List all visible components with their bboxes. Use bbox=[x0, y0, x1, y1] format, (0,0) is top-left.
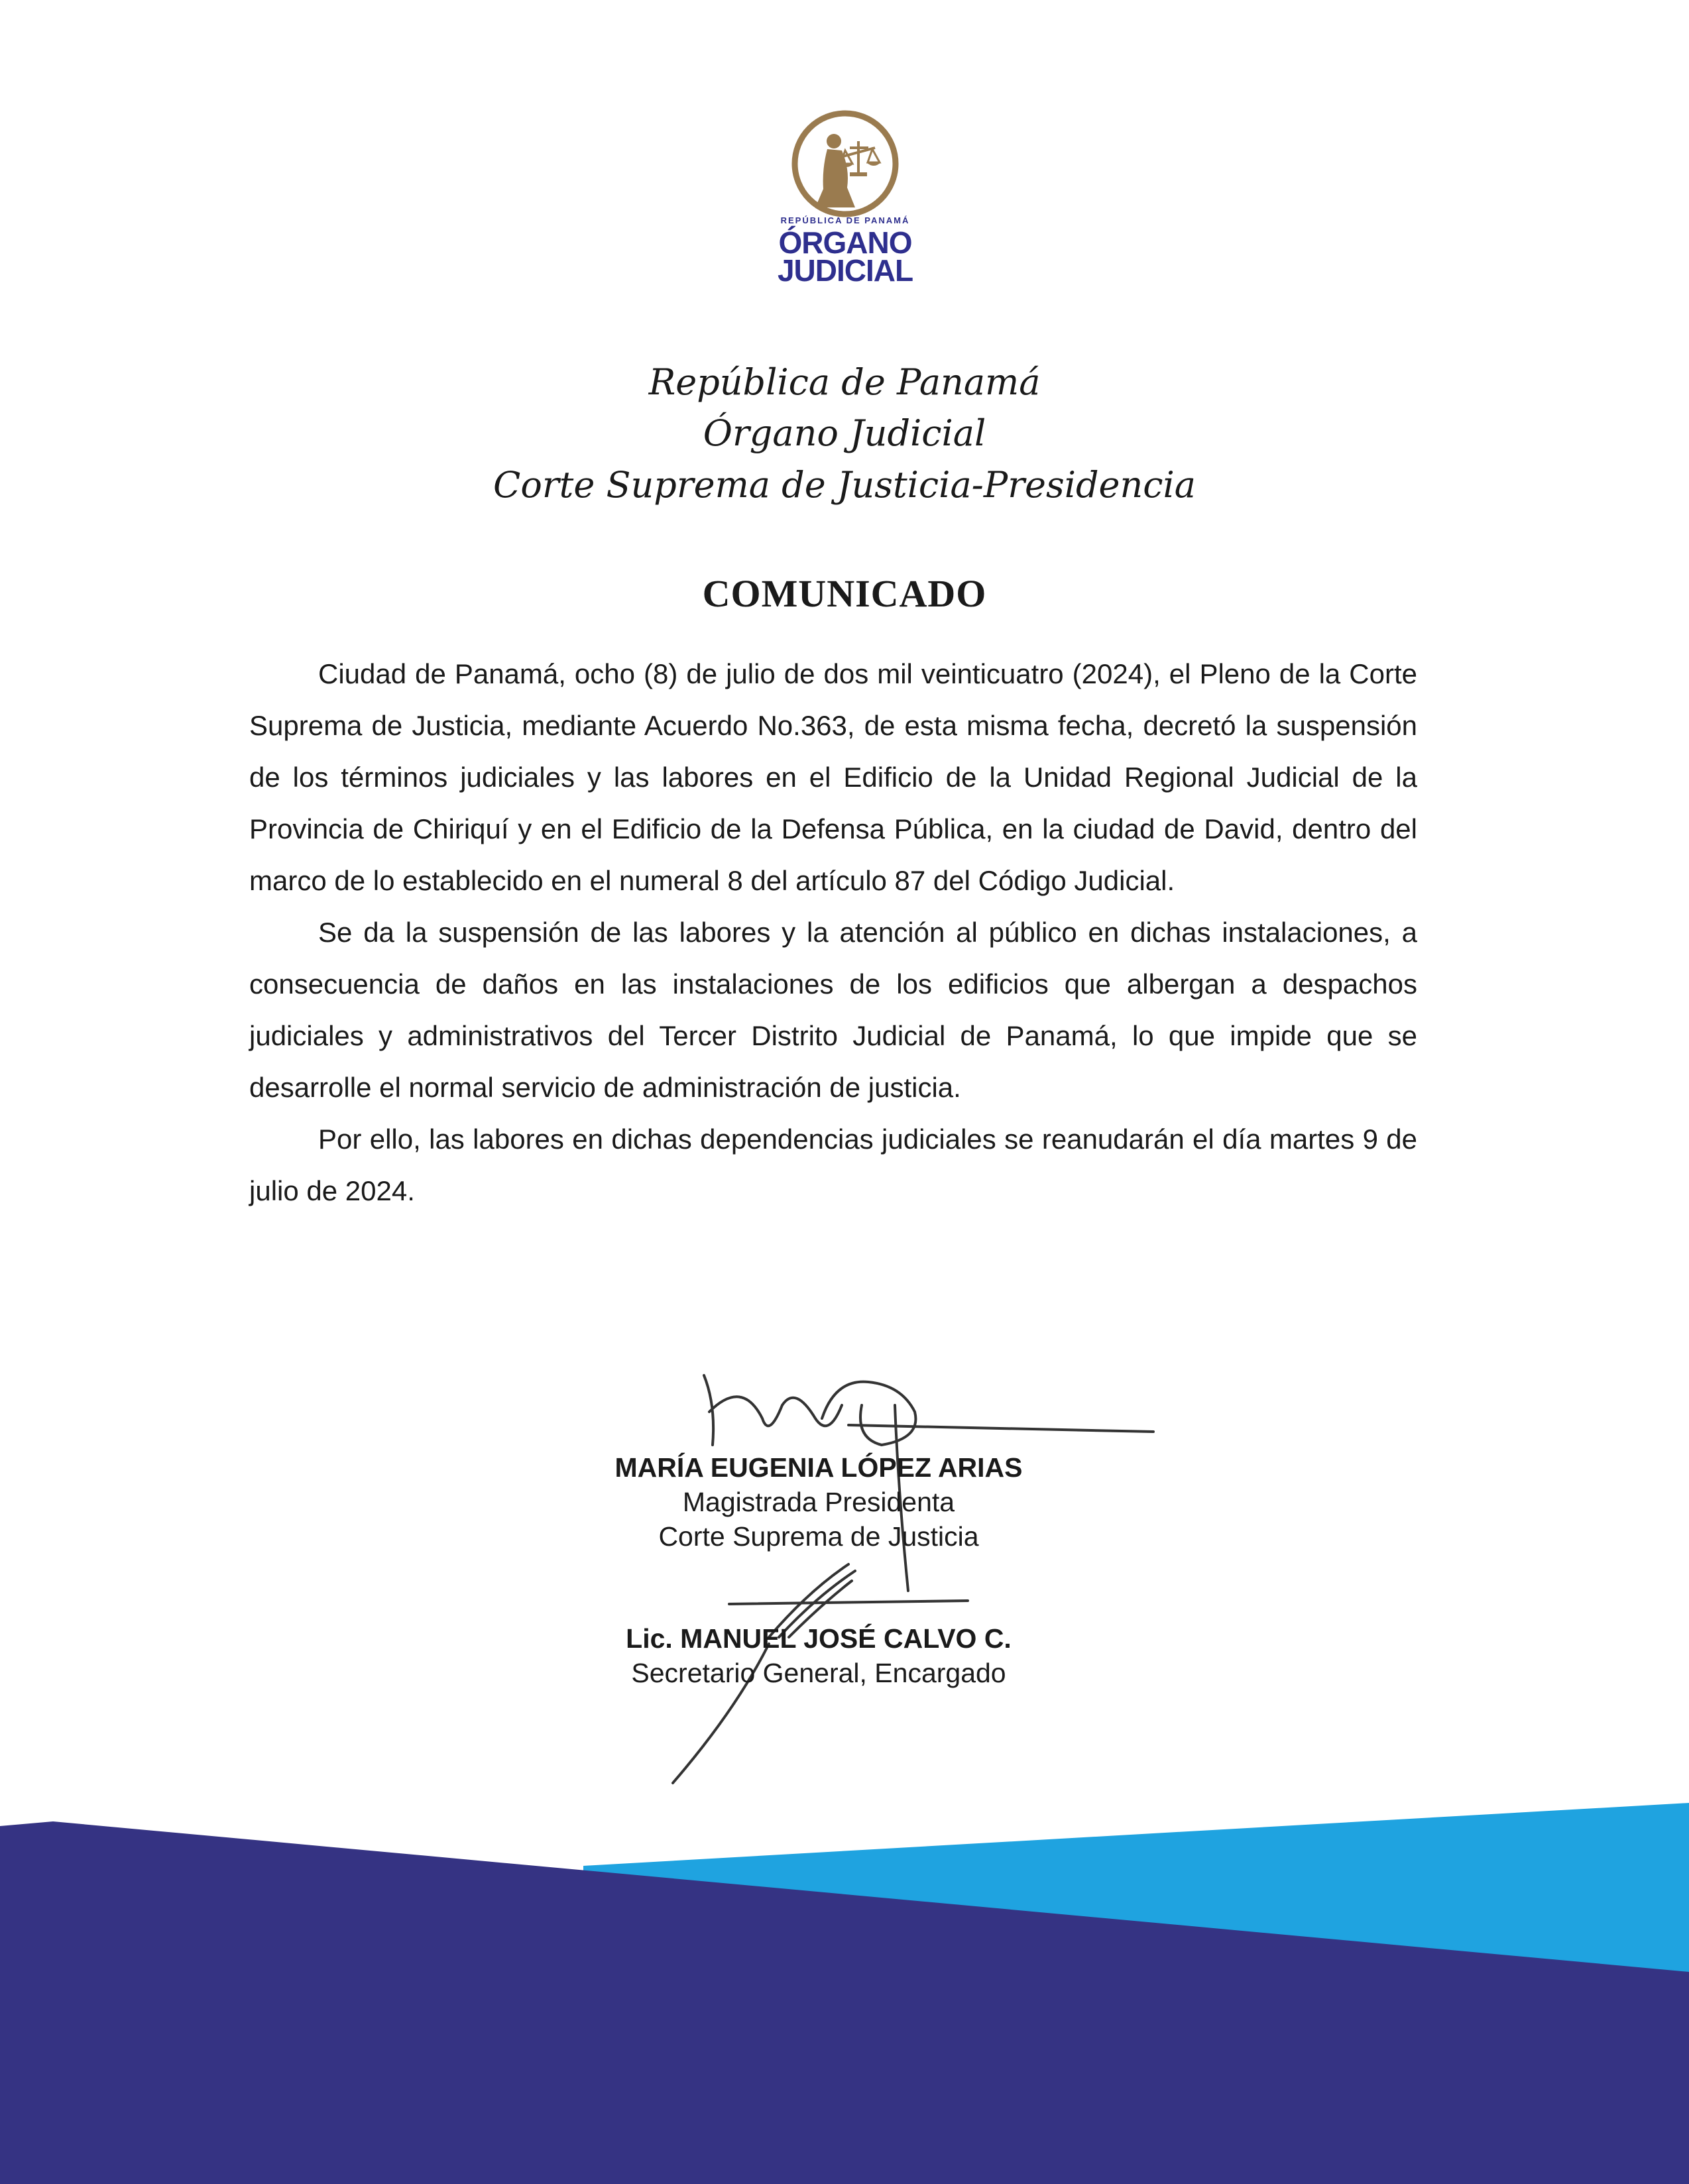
signatory-institution: Corte Suprema de Justicia bbox=[658, 1521, 979, 1552]
logo-judicial-text: JUDICIAL bbox=[777, 253, 913, 288]
logo-organo-text: ÓRGANO bbox=[778, 225, 912, 260]
signatory-secretary bbox=[530, 1621, 1107, 1690]
paragraph: Ciudad de Panamá, ocho (8) de julio de dos mil veinticuatro (2024), el Pleno de la Corte Suprema de Justicia, mediante Acuerdo No.363, de esta misma fecha, decretó la suspensión de los términos judiciales y las labores en el Edificio de la Unidad Regional Judicial de la Provincia de Chiriquí y en el Edificio de la Defensa Pública, en la ciudad de David, dentro del marco de lo establecido en el numeral 8 del artículo 87 del Código Judicial. bbox=[249, 658, 1417, 896]
signatory-title: Secretario General, Encargado bbox=[631, 1658, 1006, 1688]
document-title: COMUNICADO bbox=[702, 572, 987, 615]
justice-emblem-icon bbox=[776, 109, 915, 219]
paragraph: Por ello, las labores en dichas dependencias judiciales se reanudarán el día martes 9 de julio de 2024. bbox=[249, 1123, 1417, 1206]
logo-republic-text: REPÚBLICA DE PANAMÁ bbox=[780, 215, 910, 225]
footer-decoration bbox=[0, 1790, 1689, 2184]
document-body bbox=[249, 648, 1417, 1217]
header-republic: República de Panamá bbox=[648, 361, 1041, 403]
header-organo: Órgano Judicial bbox=[703, 412, 986, 454]
header-corte: Corte Suprema de Justicia-Presidencia bbox=[493, 464, 1196, 506]
signatory-title: Magistrada Presidenta bbox=[682, 1487, 955, 1517]
paragraph: Se da la suspensión de las labores y la atención al público en dichas instalaciones, a consecuencia de daños en las instalaciones de los edificios que albergan a despachos judiciales y administrativos del Tercer Distrito Judicial de Panamá, lo que impide que se desarrolle el normal servicio de administración de justicia. bbox=[249, 917, 1417, 1103]
signatory-president bbox=[530, 1450, 1107, 1554]
signatory-name: Lic. MANUEL JOSÉ CALVO C. bbox=[626, 1623, 1012, 1654]
signatory-name: MARÍA EUGENIA LÓPEZ ARIAS bbox=[614, 1452, 1023, 1483]
organo-judicial-logo bbox=[762, 109, 928, 288]
